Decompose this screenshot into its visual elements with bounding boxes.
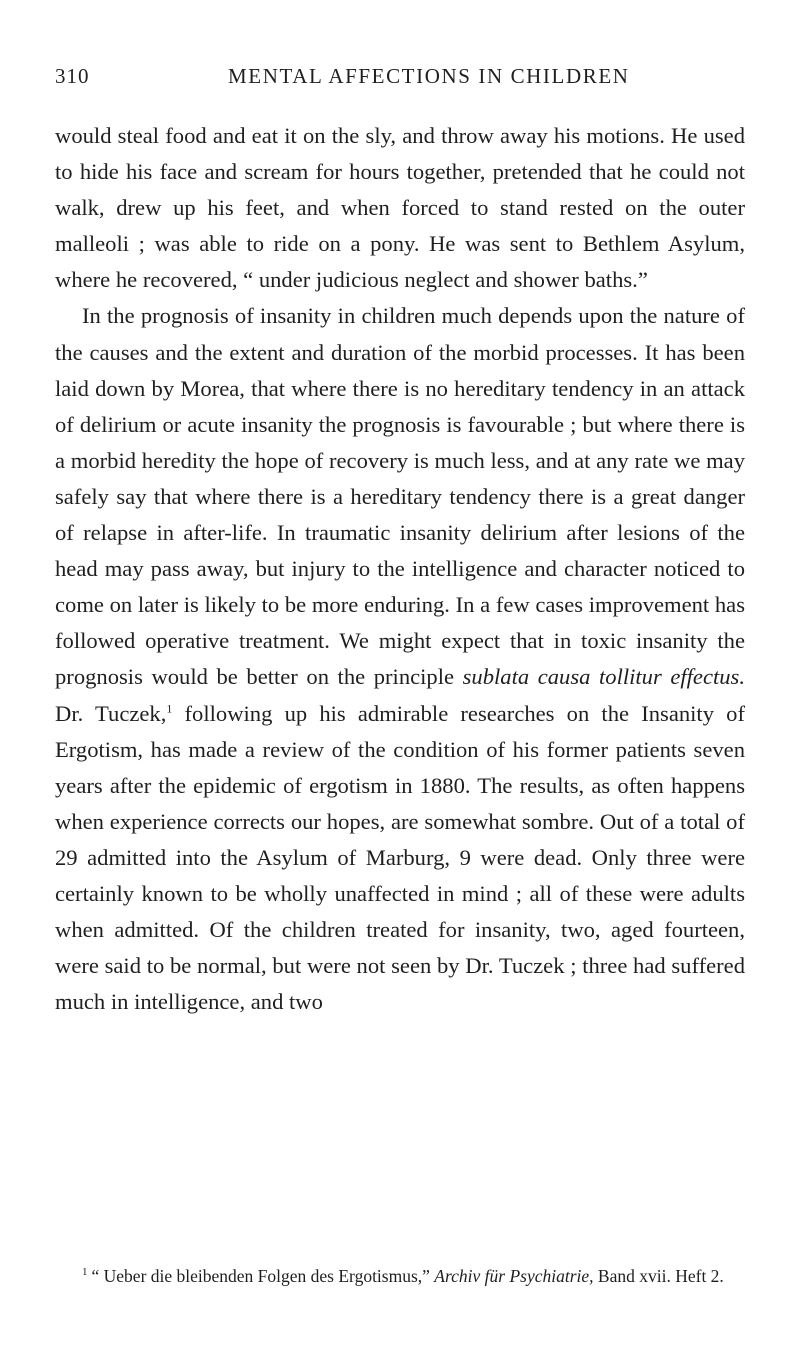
paragraph-text: In the prognosis of insanity in children much depends upon the nature of the causes and the extent and duration of the morbid processes. It has been laid down by Morea, that where there is no hereditary tendency in an attack of delirium or acute insanity the prognosis is favourable ; but where there is a morbid heredity the hope of recovery is much less, and at any rate we may safely say that where there is a hereditary tendency there is a great danger of relapse in after-life. In traumatic insanity delirium after lesions of the head may pass away, but injury to the intelligence and character noticed to come on later is likely to be more enduring. In a few cases improvement has followed operative treatment. We might expect that in toxic insanity the prognosis would be better on the principle [55, 303, 745, 690]
footnote-mark: 1 [82, 1266, 88, 1279]
latin-phrase: sublata causa tollitur effectus. [462, 664, 745, 690]
page-number: 310 [55, 64, 90, 88]
footnote [55, 1262, 745, 1290]
body-text [55, 118, 745, 1020]
paragraph-prognosis [55, 298, 745, 1020]
journal-title: Archiv für Psychiatrie, [434, 1266, 594, 1286]
paragraph-text: following up his admirable researches on the Insanity of Ergotism, has made a review of the condition of his former patients seven years after the epidemic of ergotism in 1880. The results, as often happens when experience corrects our hopes, are somewhat sombre. Out of a total of 29 admitted into the Asylum of Marburg, 9 were dead. Only three were certainly known to be wholly unaffected in mind ; all of these were adults when admitted. Of the children treated for insanity, two, aged fourteen, were said to be normal, but were not seen by Dr. Tuczek ; three had suffered much in intelligence, and two [55, 700, 745, 1015]
paragraph-text: Dr. Tuczek, [55, 700, 167, 726]
footnote-text: “ Ueber die bleibenden Folgen des Ergotismus,” [91, 1266, 435, 1286]
running-title: MENTAL AFFECTIONS IN CHILDREN [228, 64, 630, 88]
footnote-text-end: Band xvii. Heft 2. [593, 1266, 724, 1286]
running-head [55, 64, 745, 98]
paragraph-continued: would steal food and eat it on the sly, and throw away his motions. He used to hide his face and scream for hours together, pretended that he could not walk, drew up his feet, and when forced to stand rested on the outer malleoli ; was able to ride on a pony. He was sent to Bethlem Asylum, where he recovered, “ under judicious neglect and shower baths.” [55, 123, 745, 293]
footnote-reference: 1 [166, 700, 173, 715]
